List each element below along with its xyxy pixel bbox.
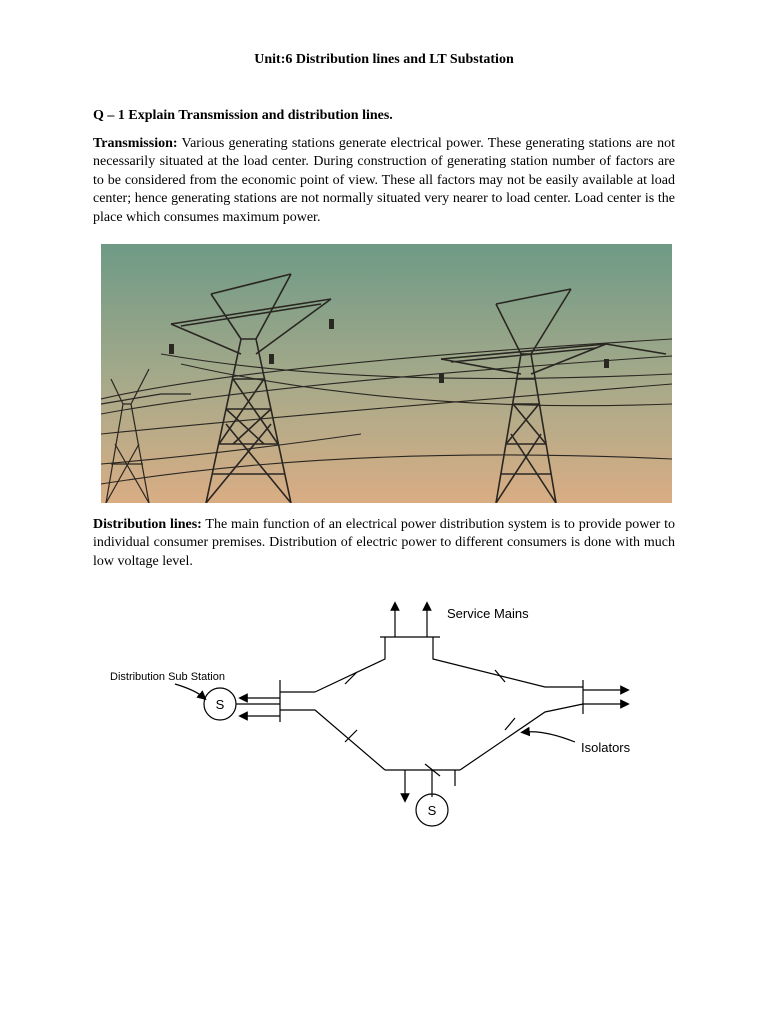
distribution-term: Distribution lines: xyxy=(93,517,202,532)
transmission-paragraph xyxy=(93,135,675,227)
substation-label: Distribution Sub Station xyxy=(110,671,225,683)
distribution-text: The main function of an electrical power distribution system is to provide power to individual consumer premises. Distribution of electric power to different consumers is done with much low voltage level. xyxy=(93,517,675,569)
service-mains-label: Service Mains xyxy=(447,606,529,621)
distribution-paragraph xyxy=(93,516,675,571)
source-symbol-left: S xyxy=(215,697,225,712)
page-title: Unit:6 Distribution lines and LT Substation xyxy=(254,52,514,67)
sky-background xyxy=(101,244,672,503)
isolators-label: Isolators xyxy=(581,740,631,755)
source-symbol-bottom: S xyxy=(427,803,437,818)
transmission-term: Transmission: xyxy=(93,136,178,151)
transmission-text: Various generating stations generate electrical power. These generating stations are not necessarily situated at the load center. During construction of generating station number of factors are to be considered from the economic point of view. These all factors may not be easily available at load center; hence generating stations are not normally situated very nearer to load center. Load center is the place which consumes maximum power. xyxy=(93,136,675,225)
transmission-towers-photo xyxy=(101,244,672,503)
question-heading: Q – 1 Explain Transmission and distribution lines. xyxy=(93,108,393,123)
distribution-diagram xyxy=(95,592,675,832)
network-lines xyxy=(175,606,625,826)
